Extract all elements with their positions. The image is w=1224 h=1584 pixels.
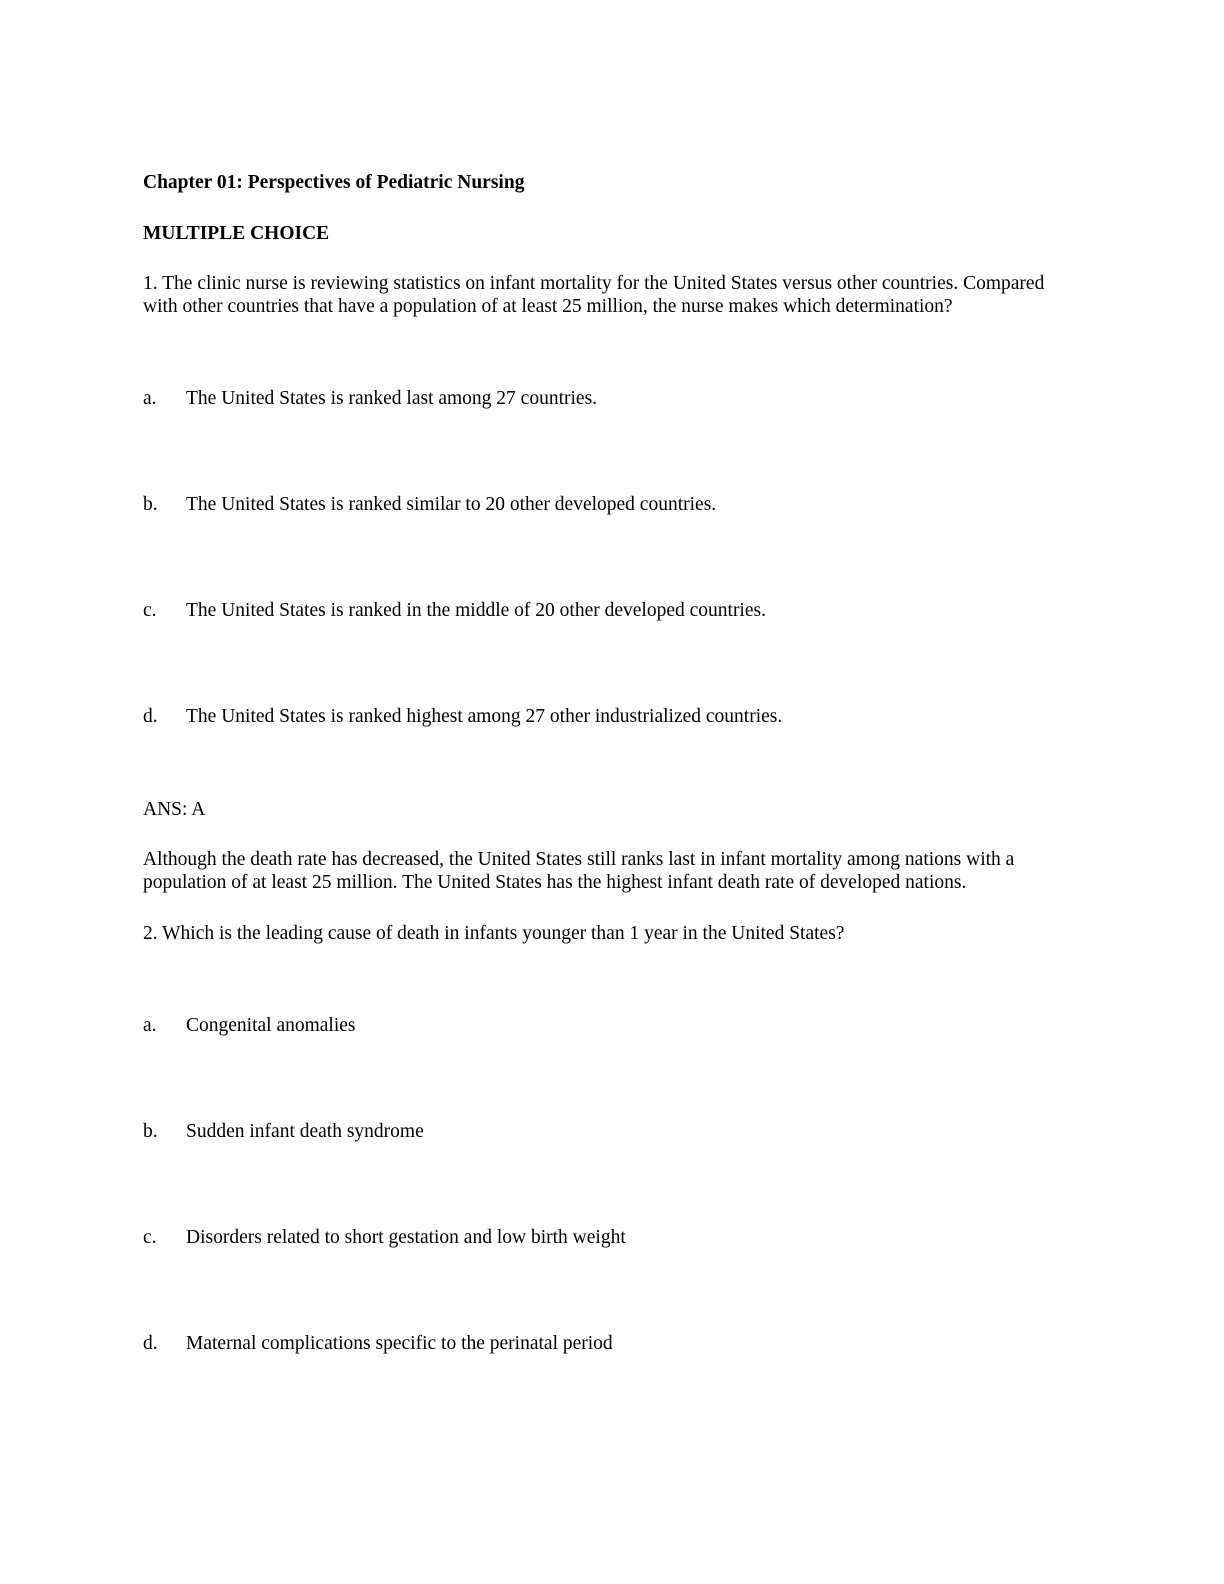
question-1-answer: ANS: A (143, 799, 206, 820)
question-1-stem-line-2: with other countries that have a population of at least 25 million, the nurse makes which determination? (143, 296, 953, 317)
option-letter: a. (143, 388, 157, 409)
option-text: Maternal complications specific to the perinatal period (186, 1333, 613, 1354)
option-text: The United States is ranked highest among 27 other industrialized countries. (186, 706, 783, 727)
question-1-option-c (143, 599, 1073, 623)
option-letter: d. (143, 1333, 158, 1354)
question-1-stem (143, 272, 1073, 318)
question-2-option-b (143, 1120, 1073, 1144)
chapter-title: Chapter 01: Perspectives of Pediatric Nursing (143, 172, 525, 193)
question-1-option-b (143, 493, 1073, 517)
option-text: Congenital anomalies (186, 1015, 356, 1036)
section-heading: MULTIPLE CHOICE (143, 223, 330, 244)
option-letter: a. (143, 1015, 157, 1036)
option-text: Disorders related to short gestation and low birth weight (186, 1227, 626, 1248)
question-1-rationale-line-1: Although the death rate has decreased, the United States still ranks last in infant mortality among nations with a (143, 849, 1015, 870)
question-1-option-d (143, 705, 1073, 729)
option-text: Sudden infant death syndrome (186, 1121, 424, 1142)
question-1-stem-line-1: 1. The clinic nurse is reviewing statistics on infant mortality for the United States versus other countries. Compared (143, 273, 1045, 294)
question-2-option-c (143, 1226, 1073, 1250)
question-2-option-a (143, 1014, 1073, 1038)
option-letter: b. (143, 1121, 158, 1142)
question-1-option-a (143, 387, 1073, 411)
question-1-rationale-line-2: population of at least 25 million. The United States has the highest infant death rate of developed nations. (143, 872, 967, 893)
option-letter: c. (143, 600, 157, 621)
option-letter: b. (143, 494, 158, 515)
option-text: The United States is ranked last among 27 countries. (186, 388, 598, 409)
question-1-rationale (143, 848, 1073, 894)
option-letter: d. (143, 706, 158, 727)
question-2-option-d (143, 1332, 1073, 1356)
option-letter: c. (143, 1227, 157, 1248)
option-text: The United States is ranked in the middle of 20 other developed countries. (186, 600, 766, 621)
question-2-stem: 2. Which is the leading cause of death in infants younger than 1 year in the United States? (143, 923, 845, 944)
option-text: The United States is ranked similar to 20 other developed countries. (186, 494, 717, 515)
